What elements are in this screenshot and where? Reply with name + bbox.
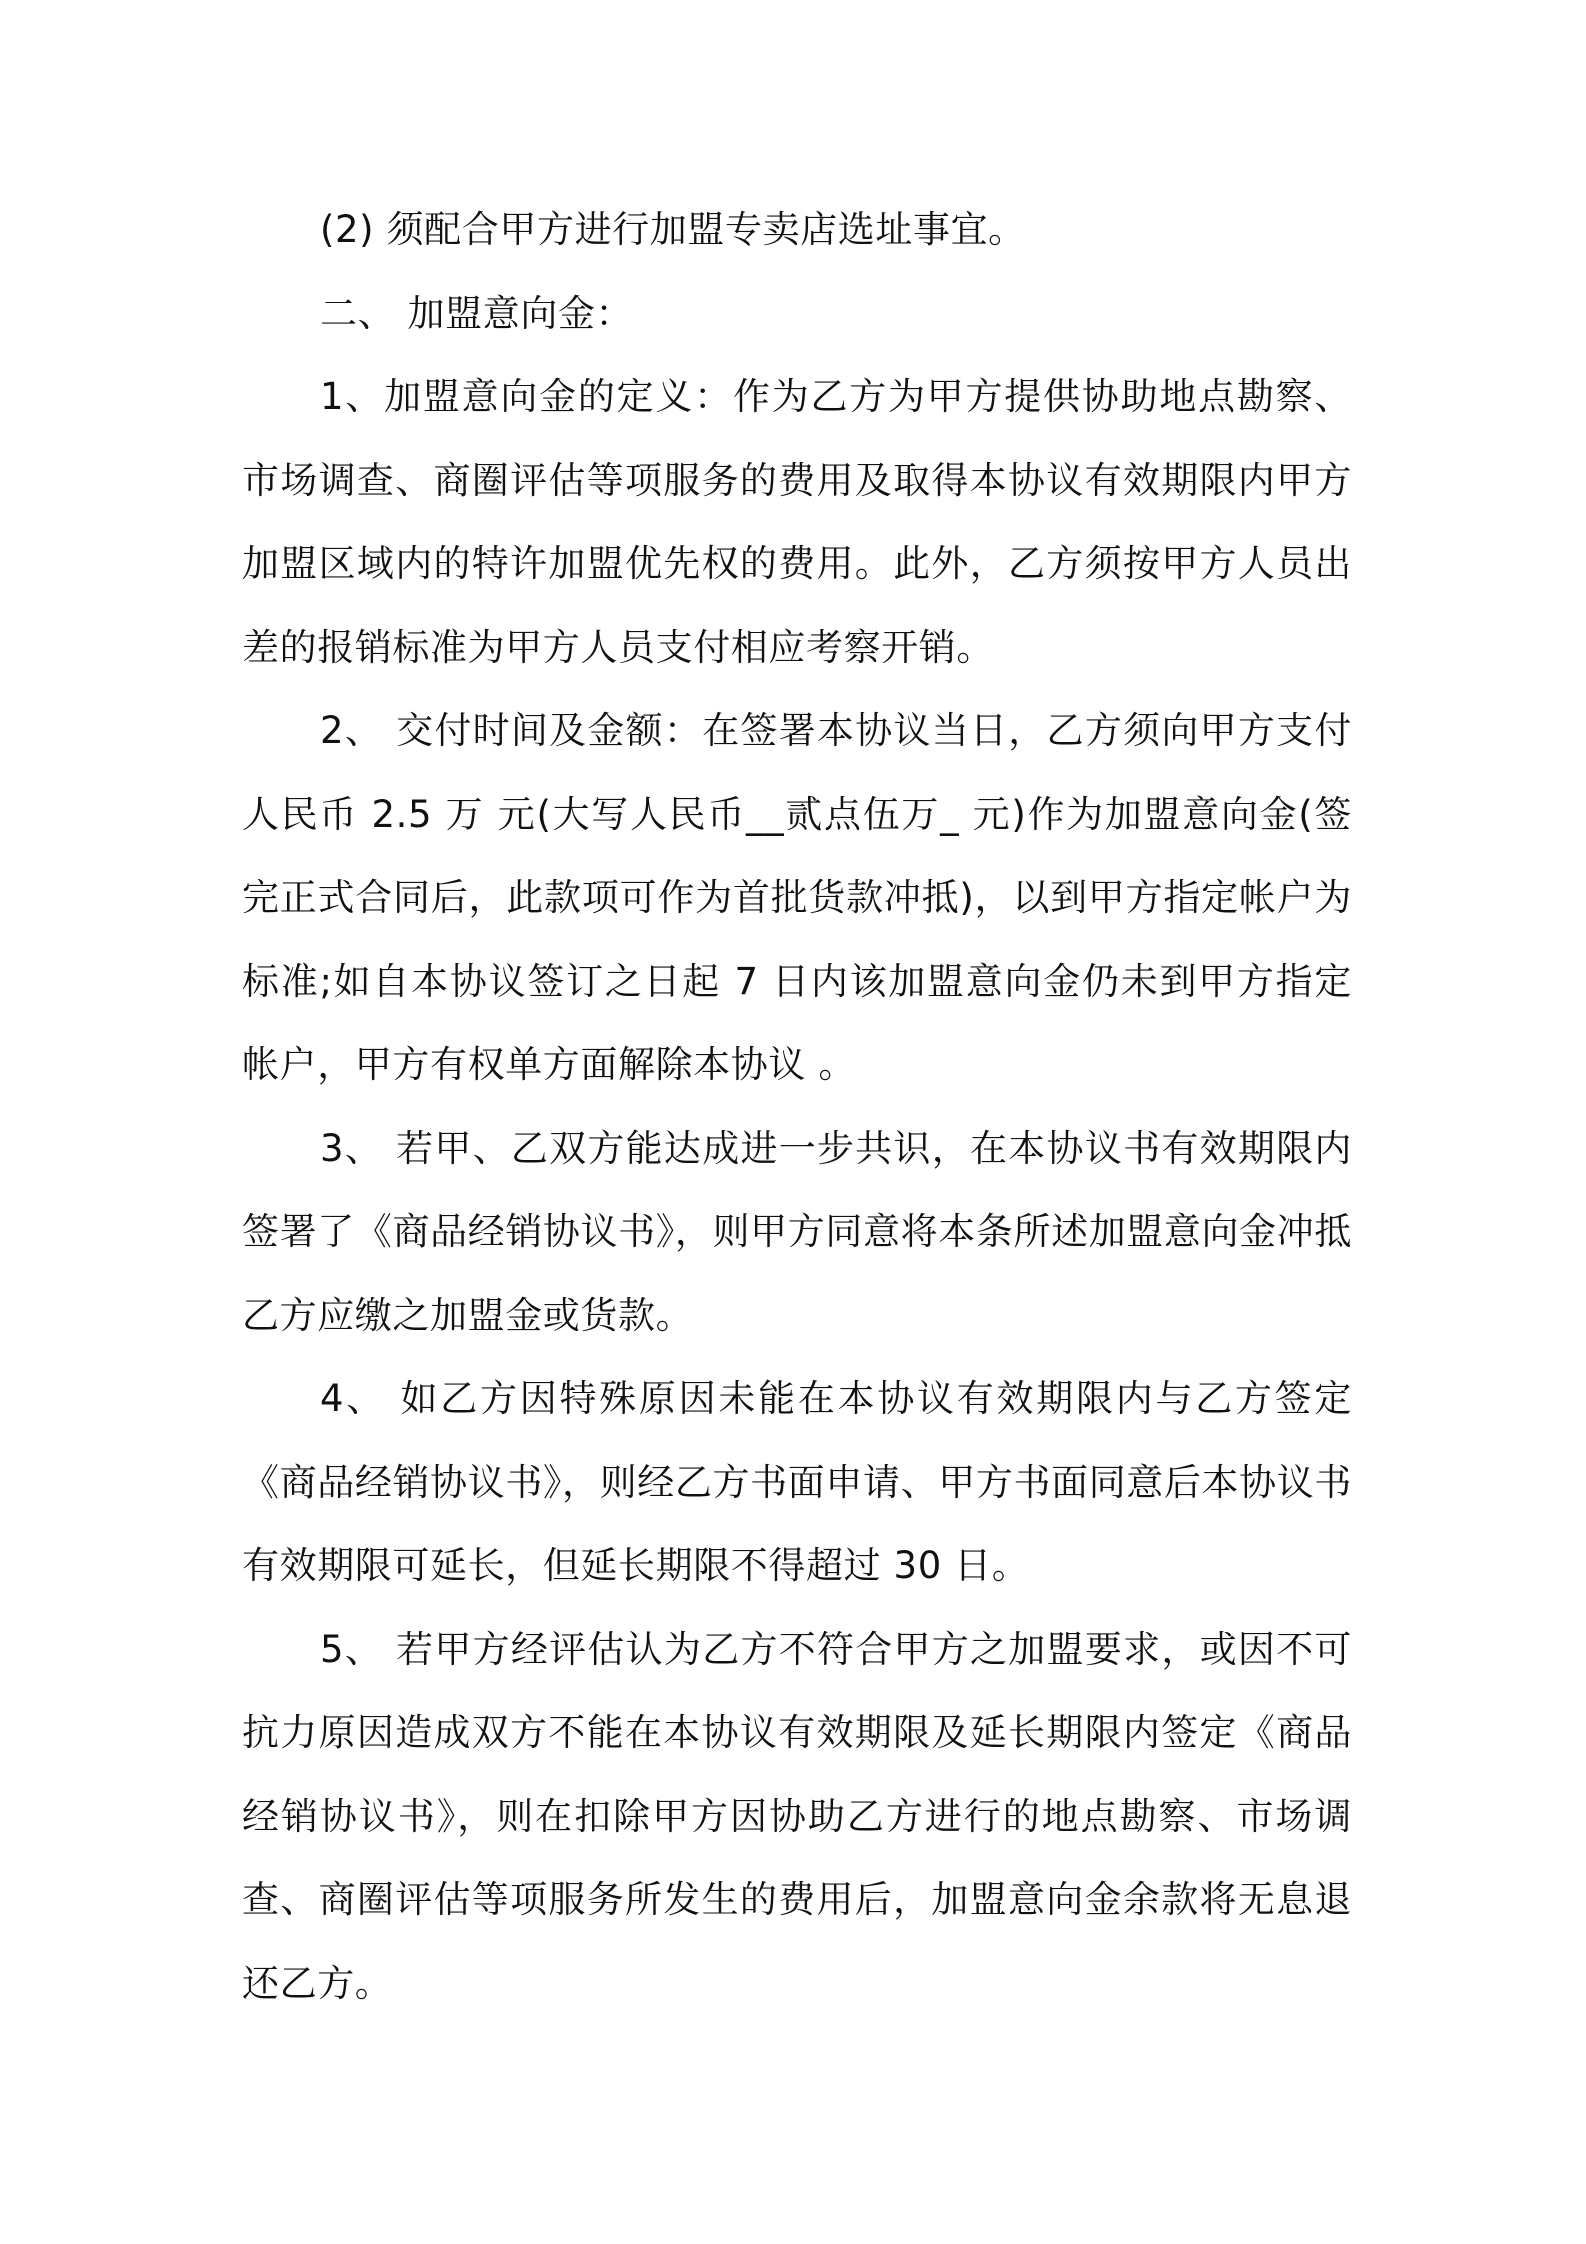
document-body: [242, 188, 1352, 2025]
clause-1-definition: 1、加盟意向金的定义：作为乙方为甲方提供协助地点勘察、市场调查、商圈评估等项服务的费用及取得本协议有效期限内甲方加盟区域内的特许加盟优先权的费用。此外，乙方须按甲方人员出差的报销标准为甲方人员支付相应考察开销。: [242, 375, 1352, 669]
clause-3-offset: 3、 若甲、乙双方能达成进一步共识，在本协议书有效期限内签署了《商品经销协议书》，则甲方同意将本条所述加盟意向金冲抵乙方应缴之加盟金或货款。: [242, 1126, 1352, 1337]
clause-2-payment: 2、 交付时间及金额：在签署本协议当日，乙方须向甲方支付人民币 2.5 万 元(大写人民币__贰点伍万_ 元)作为加盟意向金(签完正式合同后，此款项可作为首批货款冲抵)，以到甲方指定帐户为标准;如自本协议签订之日起 7 日内该加盟意向金仍未到甲方指定帐户，甲方有权单方面解除本协议 。: [242, 709, 1352, 1086]
clause-5-refund: 5、 若甲方经评估认为乙方不符合甲方之加盟要求，或因不可抗力原因造成双方不能在本协议有效期限及延长期限内签定《商品经销协议书》，则在扣除甲方因协助乙方进行的地点勘察、市场调查、商圈评估等项服务所发生的费用后，加盟意向金余款将无息退还乙方。: [242, 1627, 1352, 2005]
clause-4-extension: 4、 如乙方因特殊原因未能在本协议有效期限内与乙方签定《商品经销协议书》，则经乙方书面申请、甲方书面同意后本协议书有效期限可延长，但延长期限不得超过 30 日。: [242, 1377, 1352, 1587]
clause-2-2: (2) 须配合甲方进行加盟专卖店选址事宜。: [320, 208, 1026, 251]
section-2-heading: 二、 加盟意向金：: [320, 291, 634, 335]
